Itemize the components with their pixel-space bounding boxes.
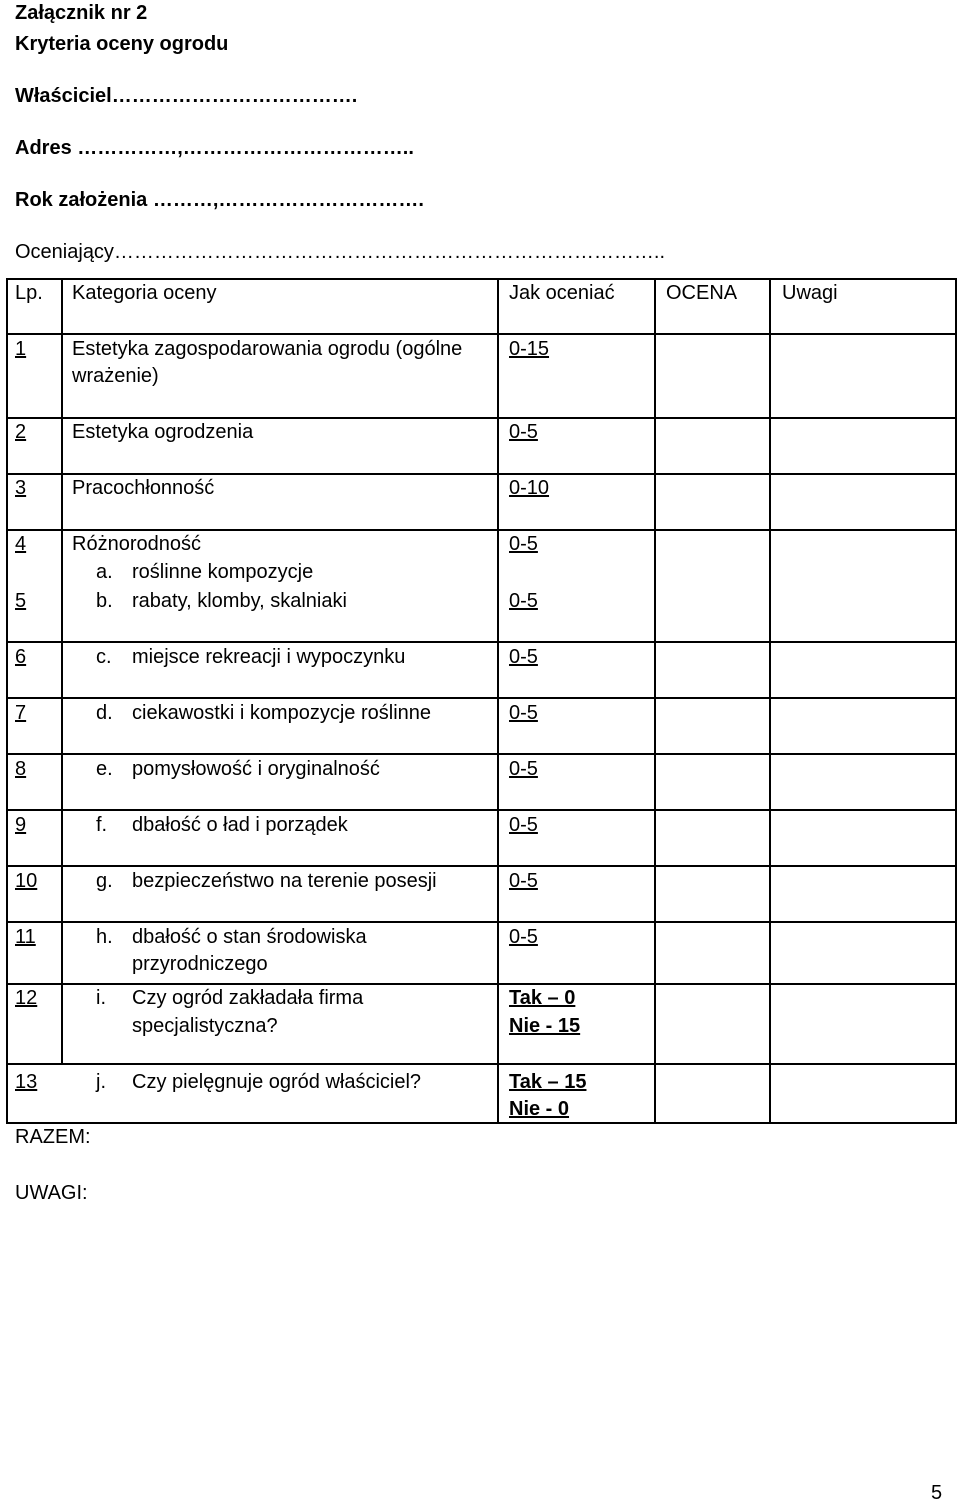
row-subitem-label: miejsce rekreacji i wypoczynku bbox=[132, 646, 406, 668]
row-number: 4 bbox=[15, 533, 27, 555]
row-score-range: 0-5 bbox=[509, 421, 538, 443]
row-category: Estetyka ogrodzenia bbox=[72, 421, 254, 443]
row-number: 6 bbox=[15, 646, 27, 668]
page-number: 5 bbox=[931, 1482, 943, 1504]
row-number: 3 bbox=[15, 477, 27, 499]
column-header-how-to-rate: Jak oceniać bbox=[509, 282, 615, 304]
row-subitem-letter: b. bbox=[96, 590, 113, 612]
row-score-range: 0-5 bbox=[509, 590, 538, 612]
row-number: 1 bbox=[15, 338, 27, 360]
row-score-range: 0-15 bbox=[509, 338, 550, 360]
row-number: 10 bbox=[15, 870, 38, 892]
row-number: 2 bbox=[15, 421, 27, 443]
row-subitem-label: pomysłowość i oryginalność bbox=[132, 758, 380, 780]
column-header-lp: Lp. bbox=[15, 282, 43, 304]
row-subitem-letter: e. bbox=[96, 758, 113, 780]
row-score-yes: Tak – 15 bbox=[509, 1071, 587, 1093]
row-number: 9 bbox=[15, 814, 27, 836]
owner-field: Właściciel………………………………. bbox=[15, 85, 358, 107]
row-subitem-letter: c. bbox=[96, 646, 112, 668]
row-subitem-label: roślinne kompozycje bbox=[132, 561, 314, 583]
row-subitem-label: Czy ogród zakładała firma bbox=[132, 987, 364, 1009]
row-score-range: 0-5 bbox=[509, 533, 538, 555]
row-category: Estetyka zagospodarowania ogrodu (ogólne bbox=[72, 338, 463, 360]
row-score-range: 0-5 bbox=[509, 870, 538, 892]
row-category-continued: wrażenie) bbox=[72, 365, 159, 387]
address-field: Adres ……………,…………………………….. bbox=[15, 137, 414, 159]
remarks-label: UWAGI: bbox=[15, 1182, 88, 1204]
row-subitem-letter: f. bbox=[96, 814, 108, 836]
row-score-range: 0-10 bbox=[509, 477, 550, 499]
column-header-rating: OCENA bbox=[666, 282, 738, 304]
row-subitem-letter: h. bbox=[96, 926, 113, 948]
row-score-range: 0-5 bbox=[509, 926, 538, 948]
row-number: 13 bbox=[15, 1071, 38, 1093]
row-number: 5 bbox=[15, 590, 27, 612]
row-score-no: Nie - 0 bbox=[509, 1098, 570, 1120]
row-score-range: 0-5 bbox=[509, 758, 538, 780]
row-subitem-letter: a. bbox=[96, 561, 113, 583]
row-category: Różnorodność bbox=[72, 533, 201, 555]
document-title: Kryteria oceny ogrodu bbox=[15, 33, 229, 55]
row-score-yes: Tak – 0 bbox=[509, 987, 576, 1009]
evaluator-field: Oceniający……………………………………………………………………….. bbox=[15, 241, 666, 263]
row-subitem-label: Czy pielęgnuje ogród właściciel? bbox=[132, 1071, 422, 1093]
attachment-label: Załącznik nr 2 bbox=[15, 2, 148, 24]
row-score-range: 0-5 bbox=[509, 814, 538, 836]
row-subitem-letter: g. bbox=[96, 870, 113, 892]
row-score-range: 0-5 bbox=[509, 702, 538, 724]
total-label: RAZEM: bbox=[15, 1126, 91, 1148]
row-subitem-letter: i. bbox=[96, 987, 106, 1009]
row-number: 12 bbox=[15, 987, 38, 1009]
column-header-category: Kategoria oceny bbox=[72, 282, 217, 304]
row-category: Pracochłonność bbox=[72, 477, 215, 499]
row-number: 8 bbox=[15, 758, 27, 780]
row-number: 11 bbox=[15, 926, 36, 948]
row-subitem-label-continued: specjalistyczna? bbox=[132, 1015, 278, 1037]
row-subitem-label: dbałość o stan środowiska bbox=[132, 926, 367, 948]
row-score-no: Nie - 15 bbox=[509, 1015, 581, 1037]
year-field: Rok założenia ………,…………………………. bbox=[15, 189, 424, 211]
row-subitem-label: ciekawostki i kompozycje roślinne bbox=[132, 702, 432, 724]
row-number: 7 bbox=[15, 702, 27, 724]
row-subitem-label: dbałość o ład i porządek bbox=[132, 814, 348, 836]
row-score-range: 0-5 bbox=[509, 646, 538, 668]
row-subitem-letter: j. bbox=[96, 1071, 106, 1093]
column-header-remarks: Uwagi bbox=[782, 282, 838, 304]
row-subitem-label: bezpieczeństwo na terenie posesji bbox=[132, 870, 437, 892]
row-subitem-letter: d. bbox=[96, 702, 113, 724]
row-subitem-label: rabaty, klomby, skalniaki bbox=[132, 590, 347, 612]
row-subitem-label-continued: przyrodniczego bbox=[132, 953, 268, 975]
